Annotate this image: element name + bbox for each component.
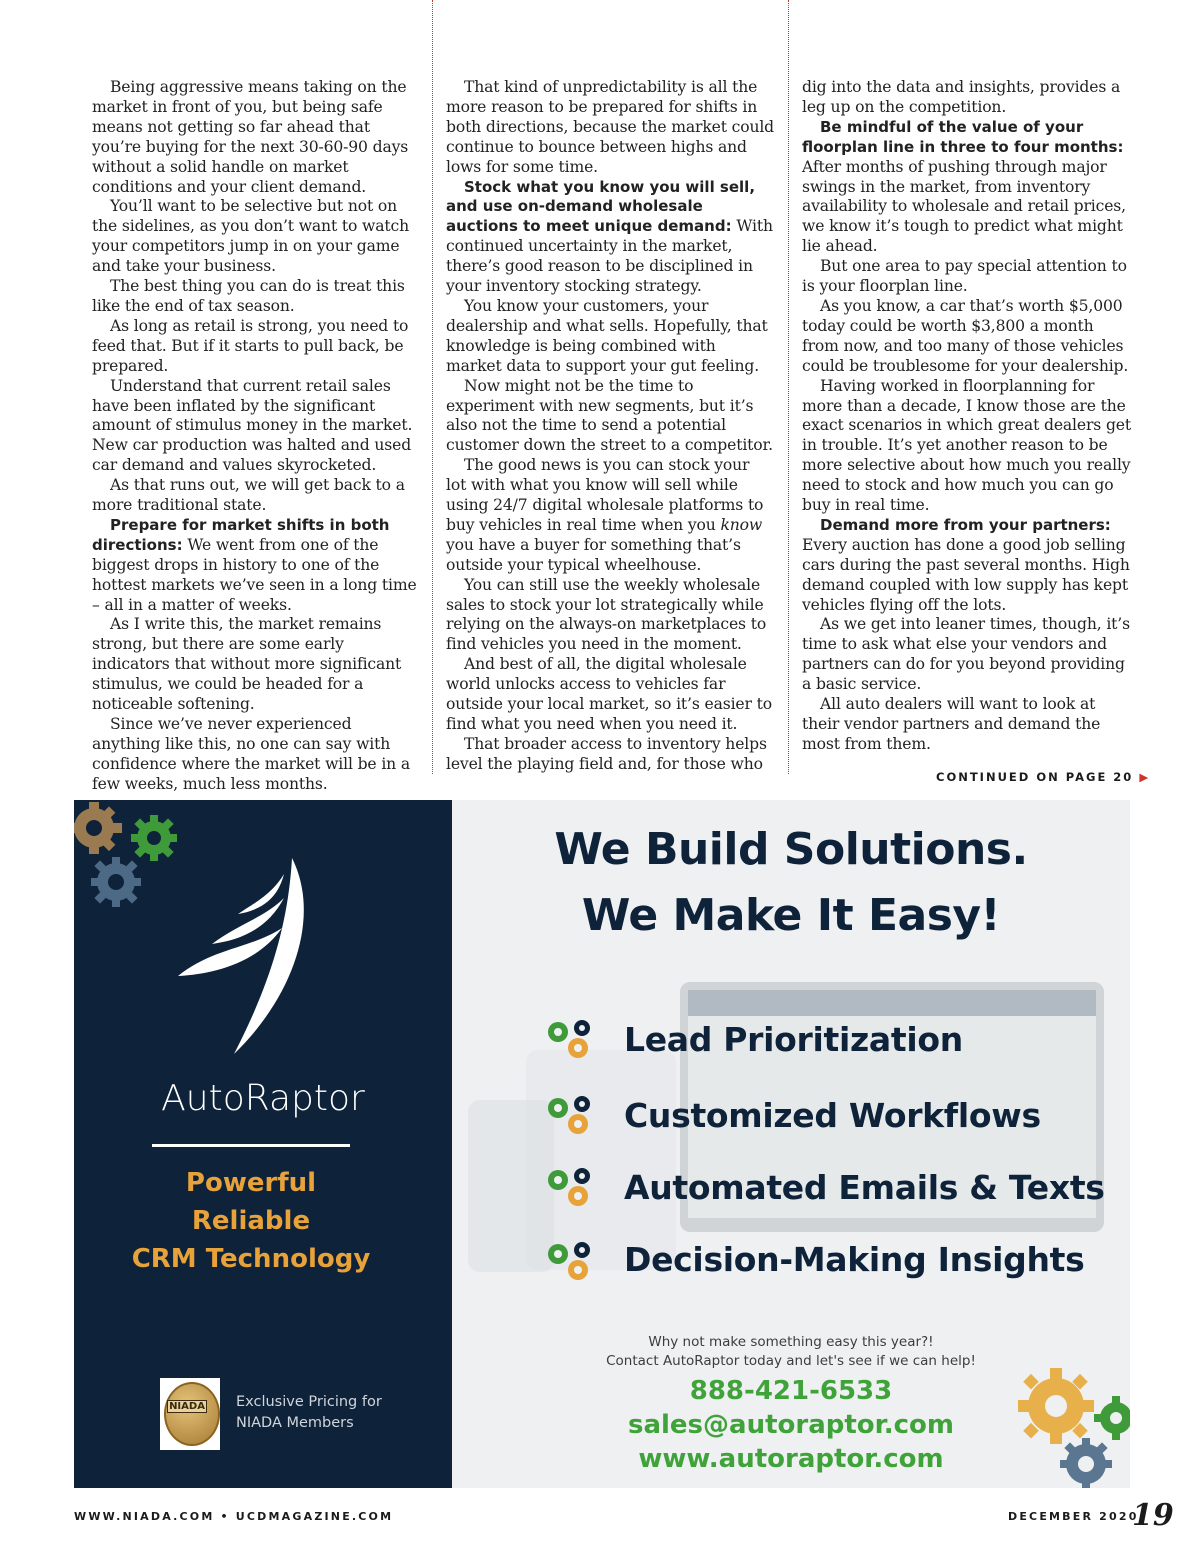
headline-line: We Make It Easy! bbox=[581, 890, 1001, 941]
paragraph-text: The good news is you can stock your lot with what you know will sell while using 24/7 digital wholesale platforms to buy vehicles in real time when you bbox=[446, 456, 764, 534]
paragraph bbox=[802, 118, 1132, 257]
paragraph: But one area to pay special attention to is your floorplan line. bbox=[802, 257, 1127, 296]
seal-medallion bbox=[164, 1382, 220, 1446]
paragraph bbox=[92, 516, 420, 616]
paragraph: And best of all, the digital wholesale world unlocks access to vehicles far outside your local market, so it’s easier to find what you need when you need it. bbox=[446, 655, 772, 733]
paragraph bbox=[802, 516, 1132, 616]
exclusive-pricing-text bbox=[236, 1392, 382, 1434]
column-divider bbox=[432, 0, 433, 774]
gears-icon bbox=[544, 1018, 596, 1062]
paragraph: That broader access to inventory helps level the playing field and, for those who bbox=[446, 734, 767, 773]
brand-underline bbox=[152, 1144, 350, 1147]
feature-automated-emails-texts: Automated Emails & Texts bbox=[624, 1168, 1105, 1207]
continued-text: CONTINUED ON PAGE 20 bbox=[936, 770, 1134, 784]
continued-link[interactable] bbox=[936, 770, 1148, 784]
subhead: Prepare for market shifts in both directions: bbox=[92, 515, 390, 554]
ad-message-panel bbox=[452, 800, 1130, 1488]
play-arrow-icon: ▶ bbox=[1139, 770, 1149, 784]
paragraph: Being aggressive means taking on the market in front of you, but being safe means not getting so far ahead that you’re buying for the next 30-60-90 days without a solid handle on market conditions and your client demand. bbox=[92, 78, 409, 196]
paragraph bbox=[446, 456, 774, 575]
column-divider bbox=[788, 0, 789, 774]
paragraph: As I write this, the market remains strong, but there are some early indicators that without more significant stimulus, we could be headed for a noticeable softening. bbox=[92, 615, 402, 714]
cta-line: Contact AutoRaptor today and let's see if we can help! bbox=[606, 1353, 976, 1369]
email-link[interactable]: sales@autoraptor.com bbox=[627, 1410, 954, 1440]
article-column-2 bbox=[446, 78, 774, 775]
headline-line: We Build Solutions. bbox=[554, 824, 1028, 875]
exclusive-line: Exclusive Pricing for bbox=[236, 1394, 382, 1410]
paragraph: The best thing you can do is treat this like the end of tax season. bbox=[92, 277, 405, 315]
niada-seal bbox=[160, 1378, 220, 1450]
paragraph-text: you have a buyer for something that’s outside your typical wheelhouse. bbox=[446, 535, 741, 574]
paragraph: As that runs out, we will get back to a more traditional state. bbox=[92, 476, 405, 515]
feature-customized-workflows: Customized Workflows bbox=[624, 1096, 1041, 1135]
paragraph: dig into the data and insights, provides a leg up on the competition. bbox=[802, 78, 1121, 116]
paragraph: That kind of unpredictability is all the more reason to be prepared for shifts in both directions, because the market could continue to bounce between highs and lows for some time. bbox=[446, 78, 775, 176]
tagline-line: CRM Technology bbox=[131, 1244, 371, 1274]
tagline-line: Reliable bbox=[191, 1206, 311, 1236]
brand-auto: Auto bbox=[161, 1078, 245, 1119]
paragraph-text: With continued uncertainty in the market, there’s good reason to be disciplined in your inventory stocking strategy. bbox=[446, 217, 773, 296]
paragraph: As we get into leaner times, though, it’s time to ask what else your vendors and partners can do for you beyond providing a basic service. bbox=[802, 615, 1130, 694]
website-link[interactable]: www.autoraptor.com bbox=[638, 1444, 944, 1474]
phone-image bbox=[468, 1100, 554, 1272]
gears-icon bbox=[1016, 1368, 1130, 1488]
gears-icon bbox=[544, 1094, 596, 1138]
paragraph: You can still use the weekly wholesale sales to stock your lot strategically while relying on the always-on marketplaces to find vehicles you need in the moment. bbox=[446, 575, 767, 654]
feature-lead-prioritization: Lead Prioritization bbox=[624, 1020, 963, 1059]
paragraph-text: After months of pushing through major swings in the market, from inventory availability to wholesale and retail prices, we know it’s tough to predict what might lie ahead. bbox=[802, 157, 1126, 256]
paragraph: You know your customers, your dealership and what sells. Hopefully, that knowledge is being combined with market data to support your gut feeling. bbox=[446, 296, 768, 375]
page-number: 19 bbox=[1132, 1498, 1174, 1533]
paragraph: All auto dealers will want to look at their vendor partners and demand the most from them. bbox=[802, 695, 1101, 753]
paragraph-text: We went from one of the biggest drops in history to one of the hottest markets we’ve seen in a long time – all in a matter of weeks. bbox=[92, 535, 417, 614]
paragraph: As you know, a car that’s worth $5,000 today could be worth $3,800 a month from now, and too many of those vehicles could be troublesome for your dealership. bbox=[802, 296, 1129, 375]
footer-websites: WWW.NIADA.COM • UCDMAGAZINE.COM bbox=[74, 1510, 394, 1523]
ad-brand-panel bbox=[74, 800, 452, 1488]
exclusive-line: NIADA Members bbox=[236, 1415, 354, 1431]
autoraptor-advertisement[interactable] bbox=[74, 800, 1130, 1488]
paragraph: Understand that current retail sales have been inflated by the significant amount of stimulus money in the market. New car production was halted and used car demand and values skyrocketed. bbox=[92, 376, 413, 475]
brand-raptor: Raptor bbox=[244, 1078, 365, 1119]
paragraph-text: Every auction has done a good job selling cars during the past several months. High demand coupled with low supply has kept vehicles flying off the lots. bbox=[802, 535, 1130, 614]
paragraph: As long as retail is strong, you need to feed that. But if it starts to pull back, be prepared. bbox=[92, 316, 409, 375]
paragraph: Having worked in floorplanning for more than a decade, I know those are the exact scenarios in which great dealers get in trouble. It’s yet another reason to be more selective about how much you really need to stock and how much you can go buy in real time. bbox=[802, 376, 1131, 515]
emphasis: know bbox=[720, 515, 763, 534]
subhead: Demand more from your partners: bbox=[820, 515, 1111, 534]
article-column-1 bbox=[92, 78, 420, 795]
monitor-toolbar bbox=[688, 990, 1096, 1016]
paragraph: Since we’ve never experienced anything like this, no one can say with confidence where the market will be in a few weeks, much less months. bbox=[92, 715, 411, 793]
subhead: Stock what you know you will sell, and use on-demand wholesale auctions to meet unique demand: bbox=[446, 177, 756, 236]
tagline-line: Powerful bbox=[185, 1168, 317, 1198]
brand-wordmark bbox=[74, 1078, 452, 1119]
gears-icon bbox=[544, 1166, 596, 1210]
seal-label: NIADA bbox=[167, 1400, 207, 1413]
gears-icon bbox=[544, 1240, 596, 1284]
article-column-3 bbox=[802, 78, 1132, 755]
feature-decision-making-insights: Decision-Making Insights bbox=[624, 1240, 1085, 1279]
footer-issue-date: DECEMBER 2020 bbox=[1008, 1510, 1139, 1523]
paragraph: You’ll want to be selective but not on the sidelines, as you don’t want to watch your competitors jump in on your game and take your business. bbox=[92, 197, 409, 276]
paragraph bbox=[446, 178, 774, 297]
cta-line: Why not make something easy this year?! bbox=[648, 1334, 934, 1350]
subhead: Be mindful of the value of your floorplan line in three to four months: bbox=[802, 117, 1124, 156]
paragraph: Now might not be the time to experiment with new segments, but it’s also not the time to send a potential customer down the street to a competitor. bbox=[446, 376, 773, 455]
phone-number[interactable]: 888-421-6533 bbox=[689, 1376, 893, 1406]
raptor-logo-icon bbox=[172, 858, 322, 1058]
